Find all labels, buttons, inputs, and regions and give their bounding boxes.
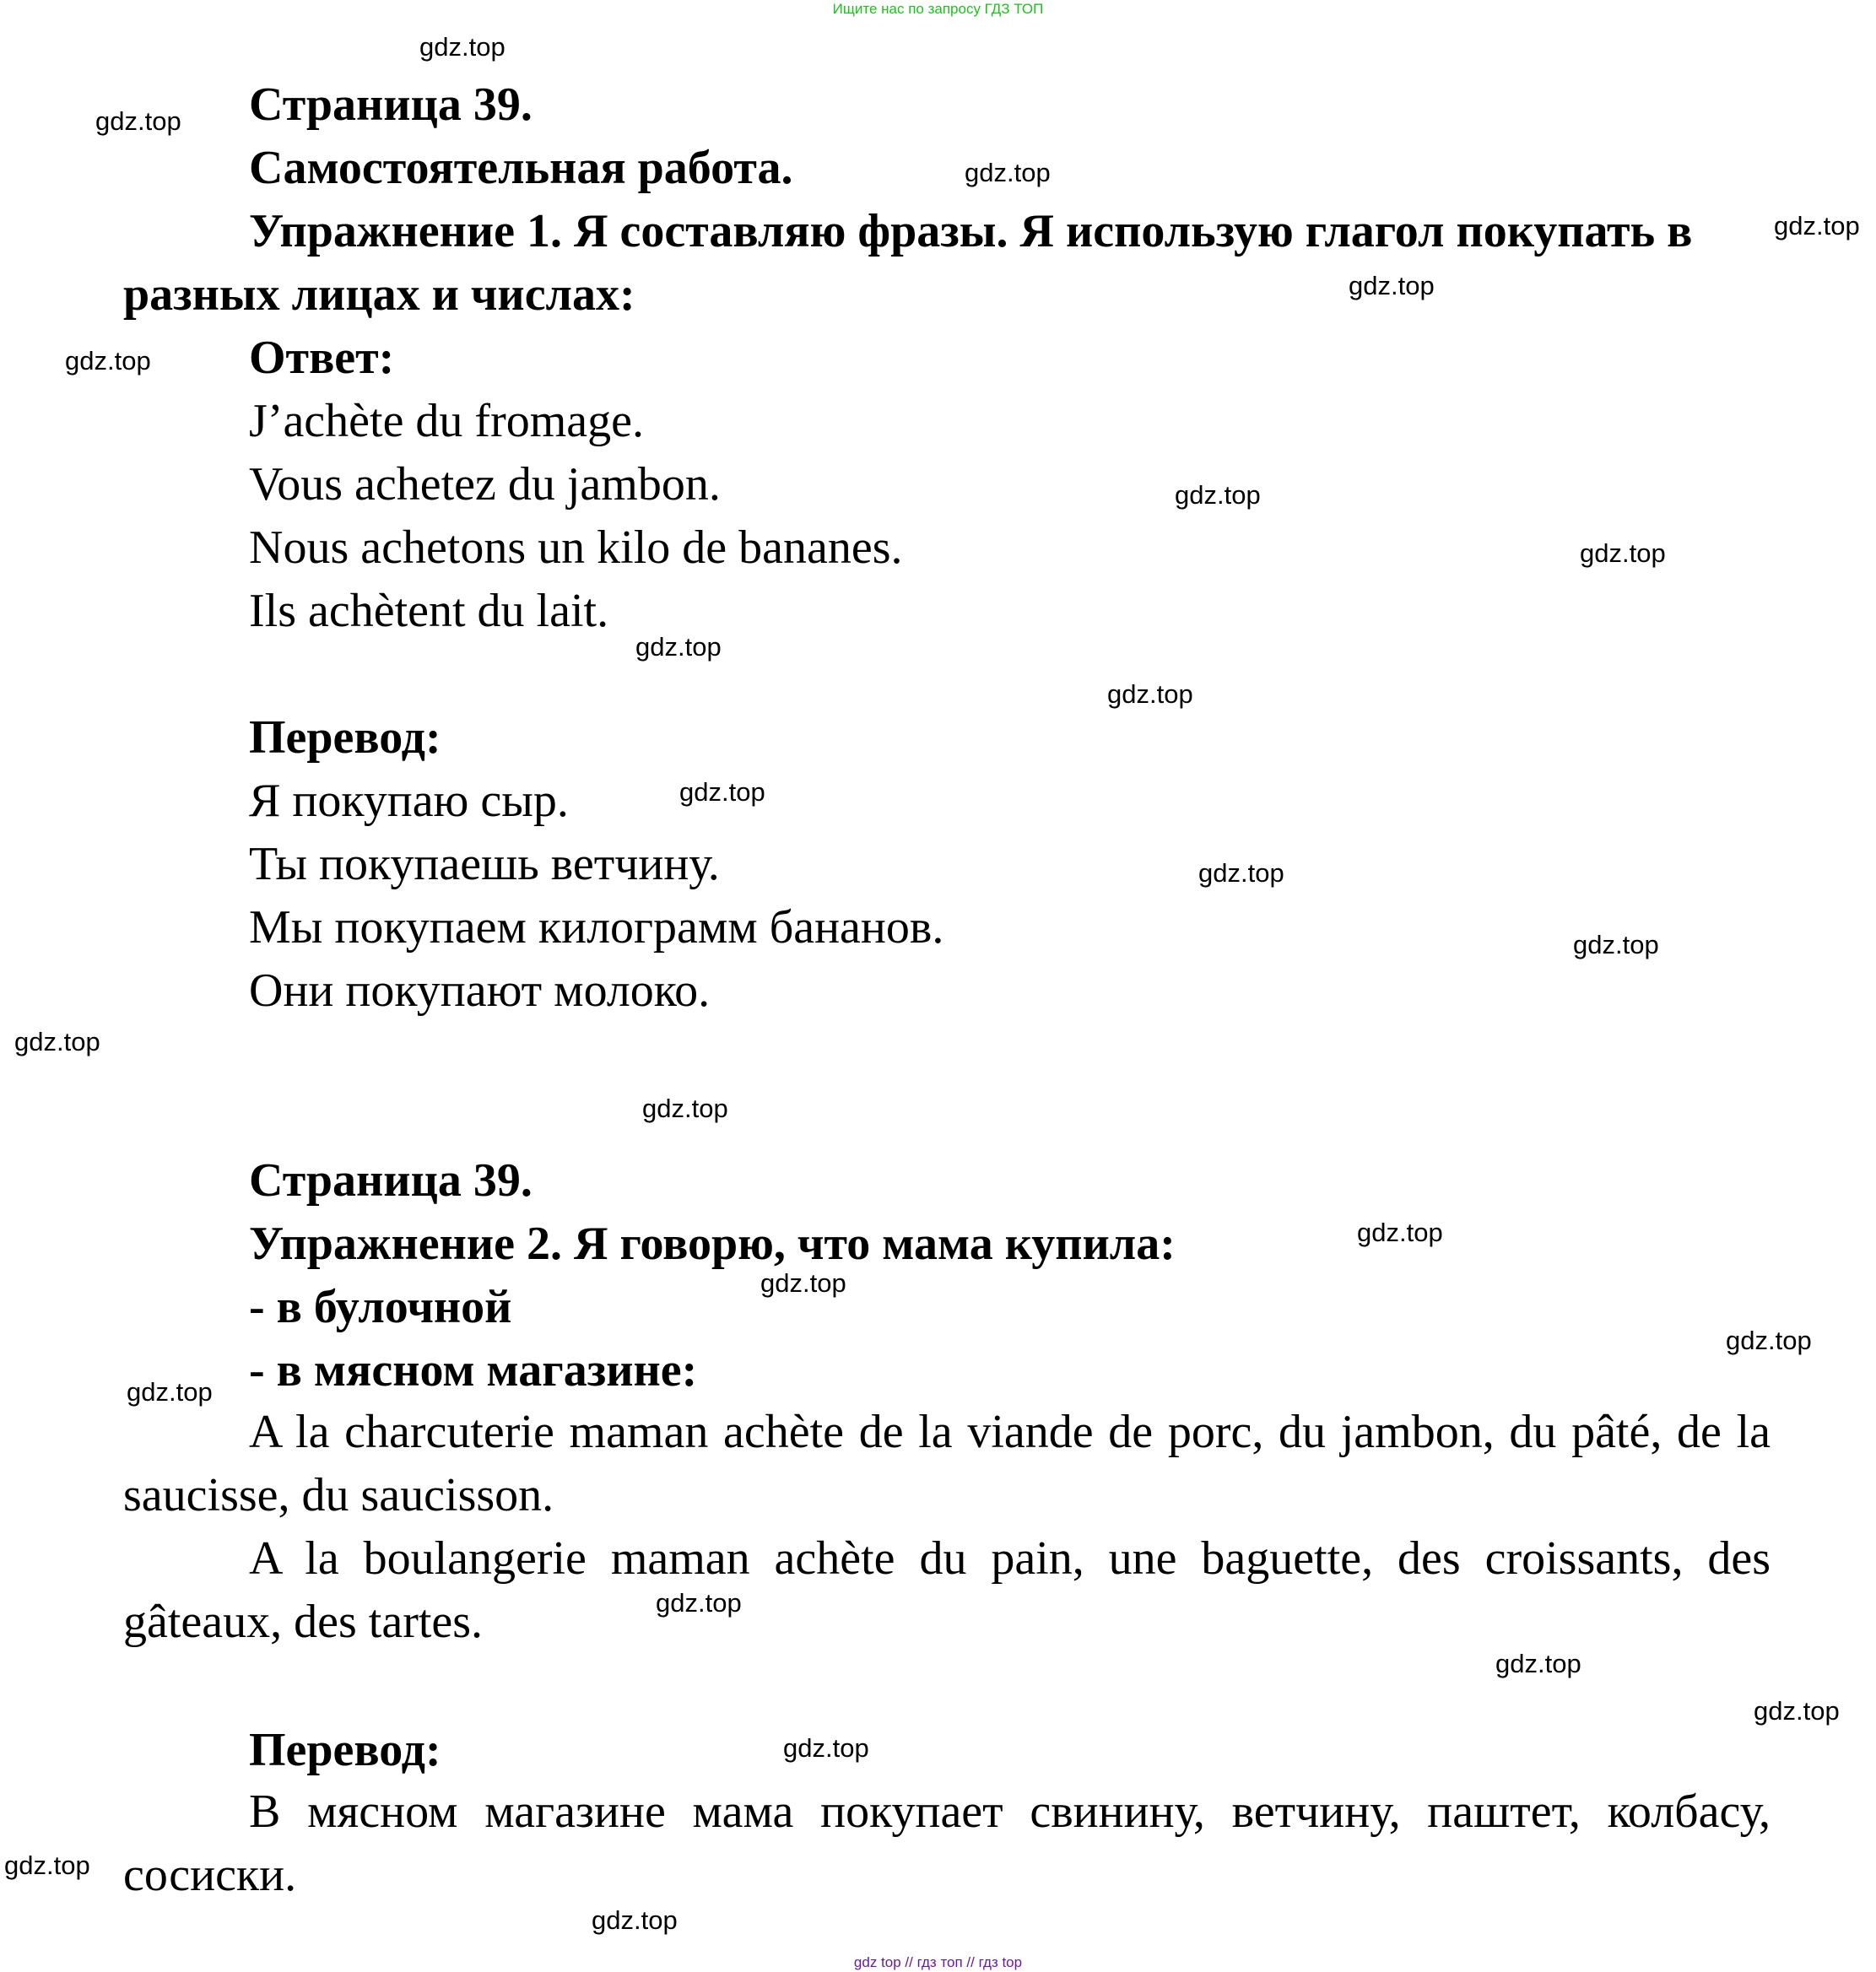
translation-paragraph: В мясном магазине мама покупает свинину, ветчину, паштет, колбасу, сосиски. [123,1786,1771,1901]
watermark: gdz.top [642,1094,728,1123]
translation-line: Мы покупаем килограмм бананов. [249,901,944,954]
watermark: gdz.top [1573,930,1659,959]
answer-line: Vous achetez du jambon. [249,458,721,511]
watermark: gdz.top [1107,679,1193,709]
answer-paragraph-boulangerie: A la boulangerie maman achète du pain, une baguette, des croissants, des gâteaux, des tartes. [123,1532,1771,1648]
exercise-2-item: - в булочной [249,1281,512,1333]
watermark: gdz.top [760,1268,846,1298]
answer-line: J’achète du fromage. [249,395,644,447]
watermark: gdz.top [4,1850,90,1880]
watermark: gdz.top [65,346,151,375]
exercise-1-title-cont: разных лицах и числах: [123,268,635,321]
answer-line: Ils achètent du lait. [249,585,609,637]
answer-paragraph-charcuterie: A la charcuterie maman achète de la viande de porc, du jambon, du pâté, de la saucisse, du saucisson. [123,1406,1771,1521]
watermark: gdz.top [1198,858,1284,888]
translation-heading: Перевод: [249,711,441,764]
page-title: Страница 39. [249,78,533,131]
exercise-2-title: Упражнение 2. Я говорю, что мама купила: [249,1218,1176,1270]
page-title-2: Страница 39. [249,1154,533,1207]
watermark: gdz.top [95,106,181,136]
subtitle: Самостоятельная работа. [249,142,793,194]
translation-heading-2: Перевод: [249,1724,441,1776]
watermark: gdz.top [1754,1696,1840,1726]
translation-line: Я покупаю сыр. [249,775,569,827]
watermark: gdz.top [679,777,765,807]
watermark: gdz.top [656,1588,742,1618]
answer-heading: Ответ: [249,332,395,384]
watermark: gdz.top [783,1733,869,1763]
exercise-1-title: Упражнение 1. Я составляю фразы. Я использую глагол покупать в [249,205,1693,257]
watermark: gdz.top [1349,271,1435,300]
translation-line: Они покупают молоко. [249,964,711,1017]
exercise-2-item: - в мясном магазине: [249,1344,698,1397]
watermark: gdz.top [14,1027,100,1056]
watermark: gdz.top [1357,1218,1443,1247]
top-banner[interactable]: Ищите нас по запросу ГДЗ ТОП [832,1,1044,17]
answer-line: Nous achetons un kilo de bananes. [249,521,903,574]
watermark: gdz.top [1774,211,1860,240]
watermark: gdz.top [1175,480,1261,510]
watermark: gdz.top [1580,538,1666,568]
watermark: gdz.top [635,632,722,662]
watermark: gdz.top [592,1905,678,1935]
watermark: gdz.top [127,1377,213,1407]
watermark: gdz.top [1726,1326,1812,1355]
watermark: gdz.top [1495,1649,1581,1678]
translation-line: Ты покупаешь ветчину. [249,838,720,890]
watermark: gdz.top [965,158,1051,187]
watermark: gdz.top [419,32,505,62]
bottom-banner[interactable]: gdz top // гдз топ // гдз top [853,1954,1023,1970]
